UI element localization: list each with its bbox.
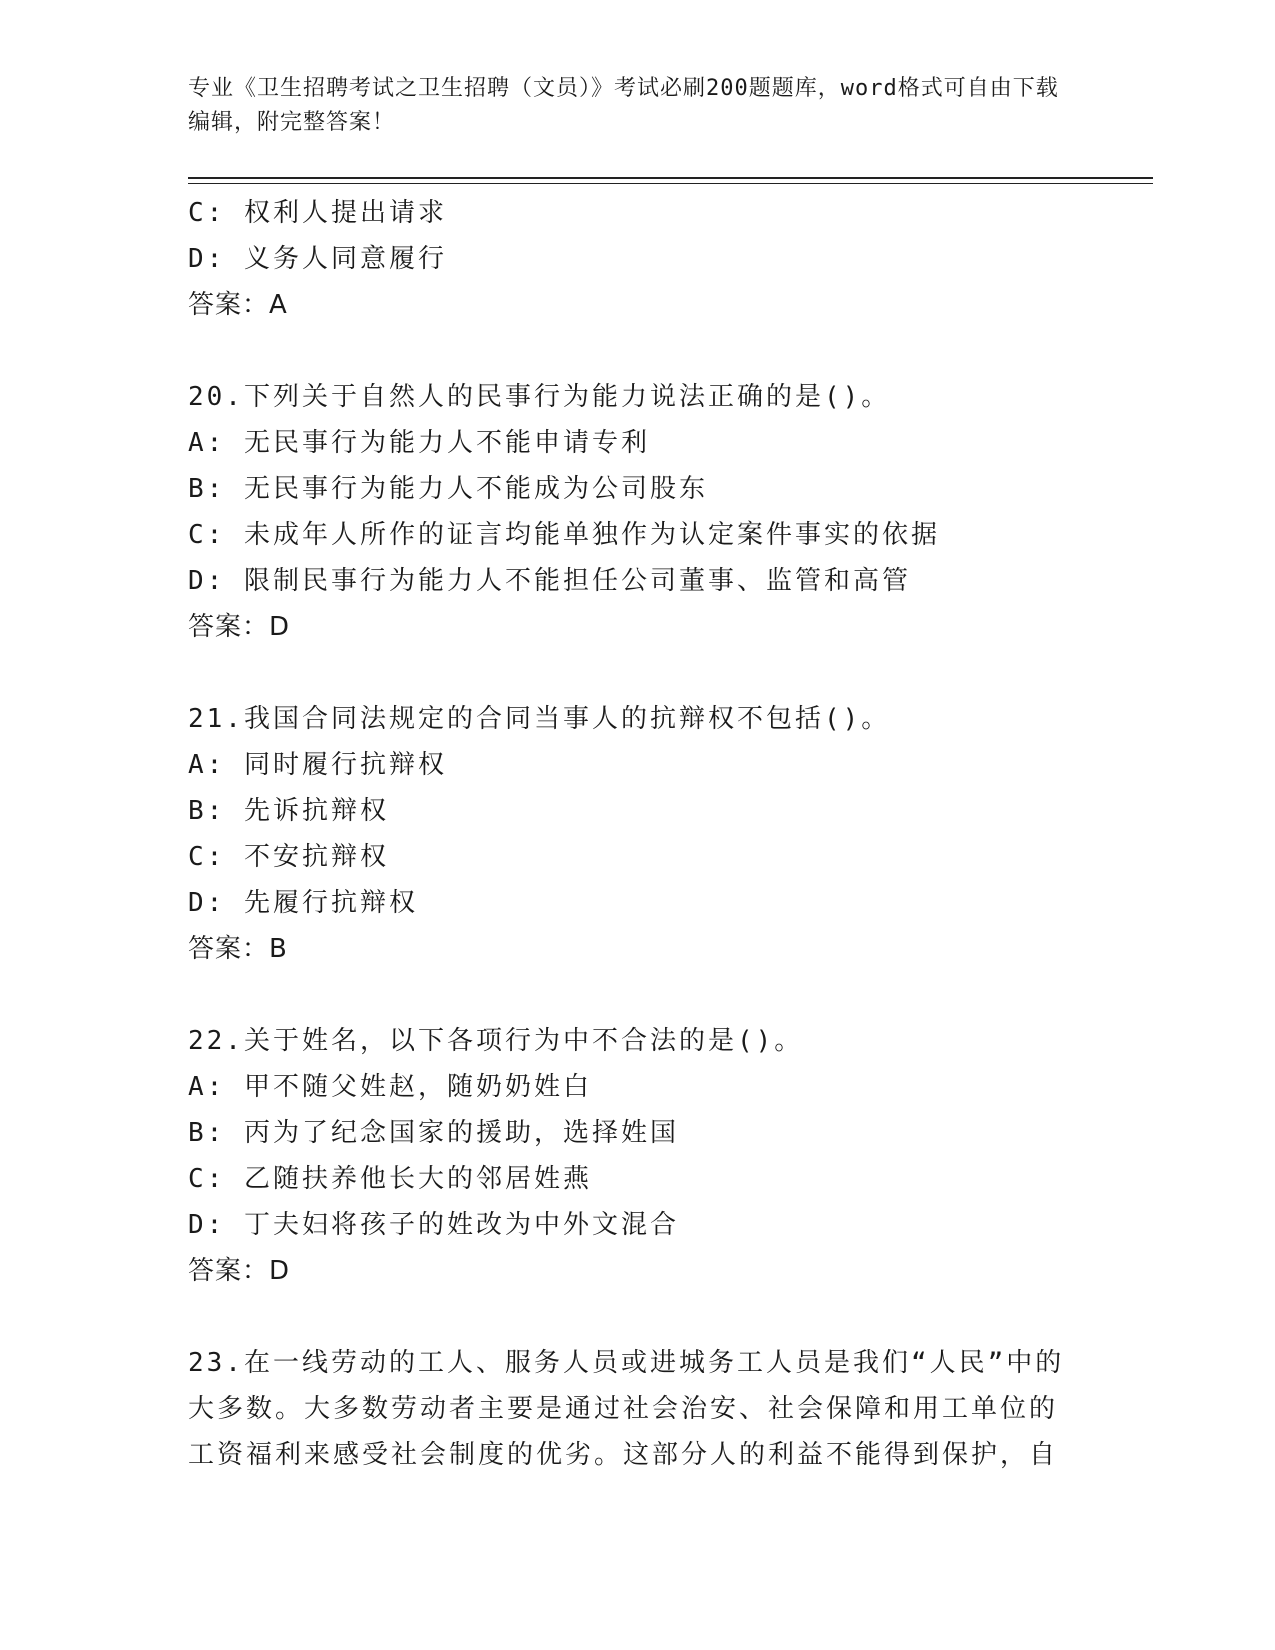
answer-key: 答案：A — [188, 290, 288, 320]
answer-option: D: 丁夫妇将孩子的姓改为中外文混合 — [188, 1210, 679, 1240]
header-divider-thick — [188, 177, 1153, 179]
answer-option: A: 同时履行抗辩权 — [188, 750, 447, 780]
answer-option: C: 未成年人所作的证言均能单独作为认定案件事实的依据 — [188, 520, 940, 550]
answer-option: D: 义务人同意履行 — [188, 244, 447, 274]
answer-option: B: 先诉抗辩权 — [188, 796, 389, 826]
answer-option: C: 不安抗辩权 — [188, 842, 389, 872]
answer-key: 答案：B — [188, 934, 288, 964]
question-paragraph: 23.在一线劳动的工人、服务人员或进城务工人员是我们“人民”中的大多数。大多数劳动者主要是通过社会治安、社会保障和用工单位的工资福利来感受社会制度的优劣。这部分人的利益不能得到保护，自 — [188, 1348, 1065, 1470]
header-divider-thin — [188, 183, 1153, 184]
question-stem: 20.下列关于自然人的民事行为能力说法正确的是()。 — [188, 382, 891, 412]
question-stem: 22.关于姓名，以下各项行为中不合法的是()。 — [188, 1026, 804, 1056]
document-header: 专业《卫生招聘考试之卫生招聘（文员）》考试必刷200题题库，word格式可自由下载编辑，附完整答案！ — [188, 76, 1059, 135]
answer-option: C: 权利人提出请求 — [188, 198, 447, 228]
spacer — [188, 650, 1088, 696]
answer-option: B: 无民事行为能力人不能成为公司股东 — [188, 474, 708, 504]
answer-key: 答案：D — [188, 612, 291, 642]
answer-option: A: 无民事行为能力人不能申请专利 — [188, 428, 650, 458]
question-list — [188, 190, 1088, 1478]
answer-option: A: 甲不随父姓赵，随奶奶姓白 — [188, 1072, 592, 1102]
answer-key: 答案：D — [188, 1256, 291, 1286]
answer-option: D: 限制民事行为能力人不能担任公司董事、监管和高管 — [188, 566, 911, 596]
spacer — [188, 328, 1088, 374]
answer-option: B: 丙为了纪念国家的援助，选择姓国 — [188, 1118, 679, 1148]
question-stem: 21.我国合同法规定的合同当事人的抗辩权不包括()。 — [188, 704, 891, 734]
answer-option: C: 乙随扶养他长大的邻居姓燕 — [188, 1164, 592, 1194]
answer-option: D: 先履行抗辩权 — [188, 888, 418, 918]
spacer — [188, 1294, 1088, 1340]
spacer — [188, 972, 1088, 1018]
